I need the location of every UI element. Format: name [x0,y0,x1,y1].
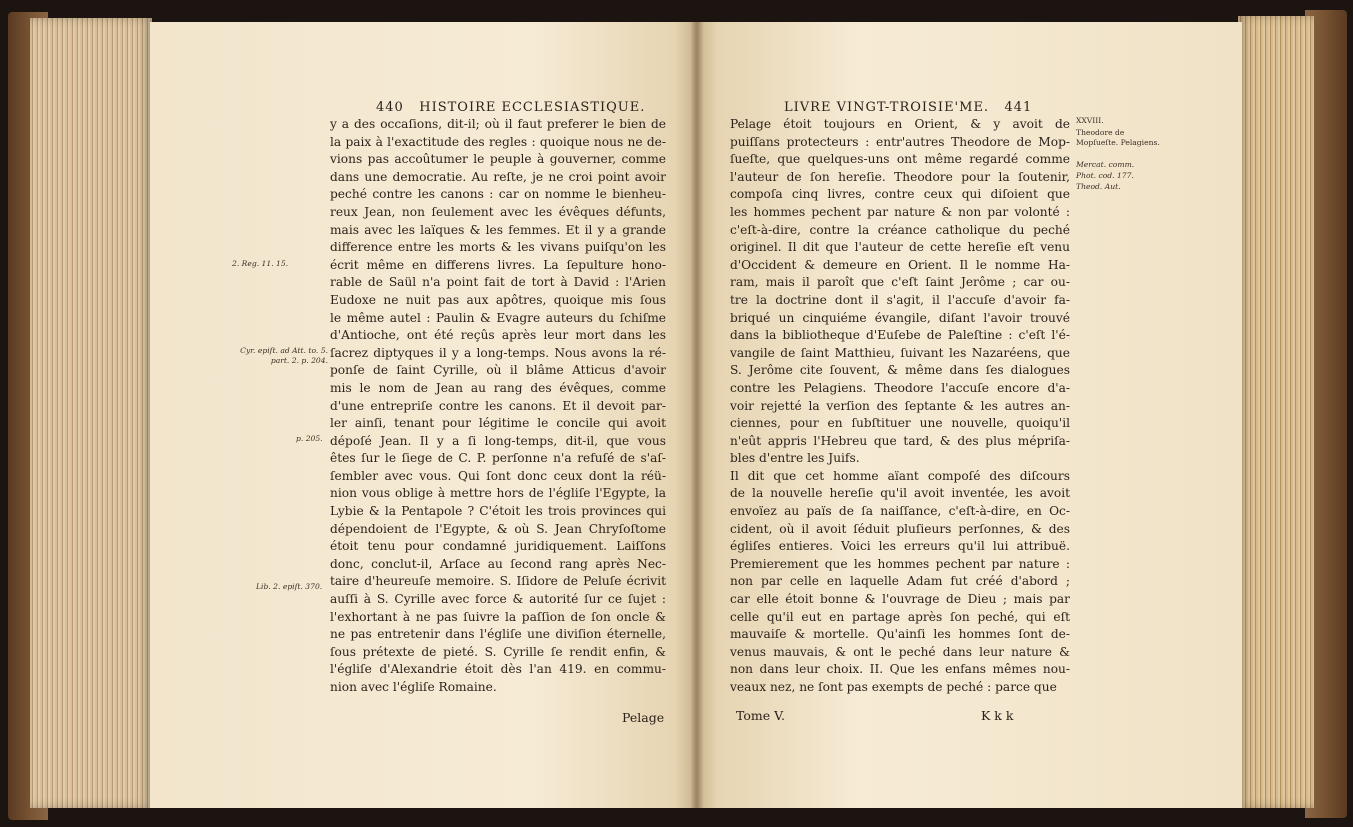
text-line: d'Antioche, ont été reçûs après leur mort dans les [330,328,666,343]
text-line: c'eſt-à-dire, contre la créance catholique du peché [730,222,1070,237]
signature-mark: K k k [981,708,1014,723]
text-line: difference entre les morts & les vivans puiſqu'on les [330,240,666,255]
left-running-title: HISTOIRE ECCLESIASTIQUE. [419,100,646,115]
text-line: l'exhortant à ne pas ſuivre la paſſion de ſon oncle & [330,609,666,624]
text-line: S. Jerôme cite ſouvent, & même dans ſes dialogues [730,363,1070,378]
text-line: Il dit que cet homme aïant compoſé des diſcours [730,468,1070,483]
text-line: Premierement que les hommes pechent par nature : [730,556,1070,571]
margin-note: 2. Reg. 11. 15. [232,259,289,268]
text-line: envoïez au païs de ſa naiſſance, c'eſt-à-dire, en Oc- [730,504,1070,519]
right-page [696,22,1242,808]
margin-note: Mercat. comm. [1076,160,1135,169]
text-line: ſembler avec vous. Qui ſont donc ceux dont la réü- [330,468,666,483]
text-line: mauvaiſe & mortelle. Qu'ainſi les hommes ſont de- [730,627,1070,642]
left-page [150,22,696,808]
text-line: ne pas entretenir dans l'égliſe une diviſion éternelle, [330,627,666,642]
left-page-edges [30,18,152,808]
text-line: veaux nez, ne ſont pas exempts de peché : parce que [730,680,1057,694]
text-line: Eudoxe ne nuit pas aux apôtres, quoique mis ſous [330,292,666,307]
text-line: originel. Il dit que l'auteur de cette hereſie eſt venu [730,240,1070,255]
margin-note: Phot. cod. 177. [1076,171,1134,180]
text-line: compoſa cinq livres, contre ceux qui diſoient que [730,187,1070,202]
text-line: rable de Saül n'a point fait de tort à David : l'Arien [330,275,666,290]
text-line: de la nouvelle hereſie qu'il avoit inventée, les avoit [730,486,1070,501]
margin-note: Theod. Aut. [1076,182,1121,191]
text-line: non par celle en laquelle Adam fut créé d'abord ; [730,574,1070,589]
gutter-shadow [690,22,704,808]
text-line: dans une democratie. Au reſte, je ne croi point avoir [330,169,666,184]
text-line: nion avec l'égliſe Romaine. [330,680,497,694]
text-line: nion vous oblige à mettre hors de l'égliſe l'Egypte, la [330,486,666,501]
text-line: les hommes pechent par nature & non par volonté : [730,204,1070,219]
text-line: ram, mais il paroît que c'eſt ſaint Jerôme ; car ou- [730,275,1070,290]
margin-note: Lib. 2. epiſt. 370. [256,582,323,591]
text-line: la paix à l'exactitude des regles : quoique nous ne de- [330,134,666,149]
catchword: Pelage [622,710,665,725]
text-line: vions pas accoûtumer le peuple à gouverner, comme [330,152,666,167]
text-line: y a des occaſions, dit-il; où il faut preferer le bien de [330,117,666,131]
text-line: auſſi à S. Cyrille avec force & autorité ſur ce ſujet : [330,592,666,607]
margin-note: XXVIII. [1076,116,1104,125]
text-line: vangile de ſaint Matthieu, ſuivant les Nazaréens, que [730,345,1070,360]
text-line: reux Jean, non ſeulement avec les évêques défunts, [330,204,666,219]
text-line: contre les Pelagiens. Theodore l'accuſe encore d'a- [730,380,1070,395]
text-line: non dans leur choix. II. Que les enfans mêmes nou- [730,662,1070,677]
text-line: Pelage étoit toujours en Orient, & y avoit de [730,117,1070,131]
text-line: n'eût appris l'Hebreu que tard, & des plus mépriſa- [730,433,1070,448]
text-line: d'Occident & demeure en Orient. Il le nomme Ha- [730,257,1070,272]
text-line: ſous prétexte de pieté. S. Cyrille ſe rendit enfin, & [330,644,666,659]
volume-label: Tome V. [736,708,785,723]
text-line: ciennes, pour en ſubſtituer une nouvelle, quoiqu'il [730,416,1070,431]
text-line: d'une entrepriſe contre les canons. Et il devoit par- [330,398,666,413]
text-line: donc, conclut-il, Arſace au ſecond rang après Nec- [330,556,666,571]
text-line: ler ainſi, tenant pour légitime le concile qui avoit [330,416,666,431]
margin-note: Theodore de Mopſueſte. Pelagiens. [1076,128,1160,147]
text-line: dépendoient de l'Egypte, & où S. Jean Chryſoſtome [330,521,666,536]
text-line: mais avec les laïques & les femmes. Et il y a grande [330,222,666,237]
text-line: ſacrez diptyques il y a long-temps. Nous avons la ré- [330,345,666,360]
text-line: voir rejetté la verſion des ſeptante & les autres an- [730,398,1070,413]
margin-note: p. 205. [296,434,323,443]
text-line: ponſe de ſaint Cyrille, où il blâme Atticus d'avoir [330,363,666,378]
text-line: cident, où il avoit ſéduit pluſieurs perſonnes, & des [730,521,1070,536]
text-line: briqué un cinquiéme évangile, diſant l'avoir trouvé [730,310,1070,325]
left-running-head [376,100,645,115]
right-running-head [784,100,1032,115]
text-line: mis le nom de Jean au rang des évêques, comme [330,380,666,395]
text-line: l'égliſe d'Alexandrie étoit dès l'an 419. en commu- [330,662,666,677]
right-page-number: 441 [1004,100,1033,115]
text-line: car elle étoit bonne & l'ouvrage de Dieu ; mais par [730,592,1070,607]
text-line: dans la bibliotheque d'Euſebe de Paleſtine : c'eſt l'é- [730,328,1070,343]
text-line: étoit tenu pour condamné juridiquement. Laiſſons [330,539,666,554]
text-line: bles d'entre les Juifs. [730,451,860,466]
text-line: puiſſans protecteurs : entr'autres Theodore de Mop- [730,134,1070,149]
left-text-column [330,116,666,697]
text-line: ſueſte, que quelques-uns ont même regardé comme [730,152,1070,167]
text-line: êtes ſur le ſiege de C. P. perſonne n'a refuſé de s'aſ- [330,451,666,466]
text-line: le même autel : Paulin & Evagre auteurs du ſchiſme [330,310,666,325]
left-page-number: 440 [376,100,404,115]
text-line: Lybie & la Pentapole ? C'étoit les trois provinces qui [330,504,666,519]
text-line: taire d'heureuſe memoire. S. Iſidore de Peluſe écrivit [330,574,666,589]
margin-note: Cyr. epiſt. ad Att. to. 5. part. 2. p. 204. [240,346,328,365]
text-line: peché contre les canons : car on nomme le bienheu- [330,187,666,202]
text-line: égliſes entieres. Voici les erreurs qu'il lui attribuë. [730,539,1070,554]
right-page-edges [1238,16,1314,808]
text-line: écrit même en differens livres. La ſepulture hono- [330,257,666,272]
text-line: dépoſé Jean. Il y a ſi long-temps, dit-il, que vous [330,433,666,448]
text-line: celle qu'il eut en partage après ſon peché, qui eſt [730,609,1070,624]
right-running-title: LIVRE VINGT-TROISIE'ME. [784,100,990,115]
text-line: l'auteur de ſon hereſie. Theodore pour la ſoutenir, [730,169,1070,184]
text-line: venus mauvais, & ont le peché dans leur nature & [730,644,1070,659]
text-line: tre la doctrine dont il s'agit, il l'accuſe d'avoir fa- [730,292,1070,307]
right-text-column [730,116,1070,697]
